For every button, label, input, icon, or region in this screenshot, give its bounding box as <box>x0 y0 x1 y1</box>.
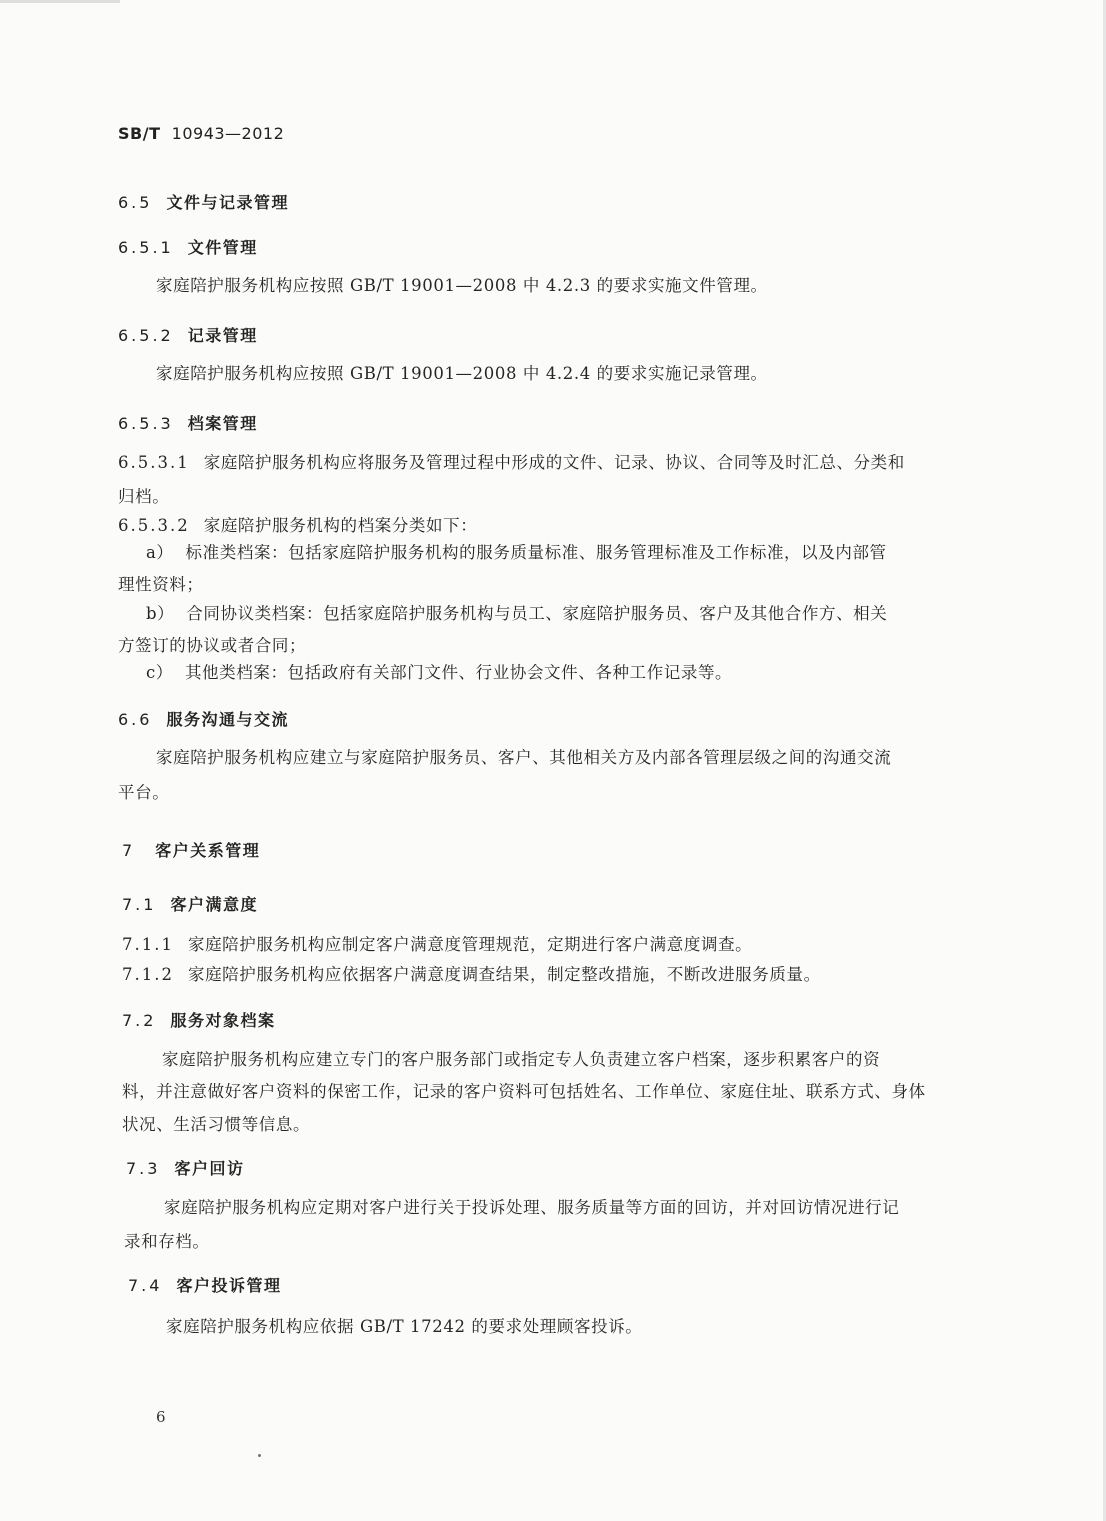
heading-6-5-1: 6.5.1 文件管理 <box>118 238 258 257</box>
heading-7-2: 7.2 服务对象档案 <box>122 1011 276 1030</box>
paragraph-7-2-line2: 料，并注意做好客户资料的保密工作，记录的客户资料可包括姓名、工作单位、家庭住址、联系方式、身体 <box>122 1082 926 1101</box>
list-item-c-line1: c） 其他类档案：包括政府有关部门文件、行业协会文件、各种工作记录等。 <box>146 663 733 682</box>
list-item-a-line1: a） 标准类档案：包括家庭陪护服务机构的服务质量标准、服务管理标准及工作标准，以及内部管 <box>146 543 887 562</box>
heading-6-6: 6.6 服务沟通与交流 <box>118 710 289 729</box>
scan-speck <box>258 1454 261 1457</box>
document-code <box>118 124 284 143</box>
list-item-b-line2: 方签订的协议或者合同； <box>118 636 307 655</box>
paragraph-6-5-1: 家庭陪护服务机构应按照 GB/T 19001—2008 中 4.2.3 的要求实施文件管理。 <box>156 276 768 295</box>
paragraph-6-6-line1: 家庭陪护服务机构应建立与家庭陪护服务员、客户、其他相关方及内部各管理层级之间的沟通交流 <box>156 748 892 767</box>
heading-6-5-3: 6.5.3 档案管理 <box>118 414 258 433</box>
scan-edge <box>0 0 120 3</box>
heading-6-5: 6.5 文件与记录管理 <box>118 193 289 212</box>
clause-6-5-3-1-line2: 归档。 <box>118 487 170 506</box>
paragraph-6-6-line2: 平台。 <box>118 783 170 802</box>
list-item-a-line2: 理性资料； <box>118 575 204 594</box>
doc-code-number: 10943—2012 <box>171 124 285 143</box>
list-item-b-line1: b） 合同协议类档案：包括家庭陪护服务机构与员工、家庭陪护服务员、客户及其他合作方、相关 <box>146 604 888 623</box>
heading-7-4: 7.4 客户投诉管理 <box>128 1276 282 1295</box>
clause-6-5-3-1-line1: 6.5.3.1 家庭陪护服务机构应将服务及管理过程中形成的文件、记录、协议、合同等及时汇总、分类和 <box>118 453 905 472</box>
clause-7-1-1: 7.1.1 家庭陪护服务机构应制定客户满意度管理规范，定期进行客户满意度调查。 <box>122 935 753 954</box>
heading-6-5-2: 6.5.2 记录管理 <box>118 326 258 345</box>
heading-7-3: 7.3 客户回访 <box>126 1159 245 1178</box>
heading-7: 7 客户关系管理 <box>122 841 261 860</box>
heading-7-1: 7.1 客户满意度 <box>122 895 258 914</box>
paragraph-7-3-line1: 家庭陪护服务机构应定期对客户进行关于投诉处理、服务质量等方面的回访，并对回访情况进行记 <box>164 1198 900 1217</box>
paragraph-7-2-line1: 家庭陪护服务机构应建立专门的客户服务部门或指定专人负责建立客户档案，逐步积累客户的资 <box>162 1050 881 1069</box>
paragraph-7-4: 家庭陪护服务机构应依据 GB/T 17242 的要求处理顾客投诉。 <box>166 1317 643 1336</box>
paragraph-7-3-line2: 录和存档。 <box>124 1232 210 1251</box>
clause-6-5-3-2-line1: 6.5.3.2 家庭陪护服务机构的档案分类如下： <box>118 516 478 535</box>
doc-code-prefix: SB/T <box>118 124 161 143</box>
paragraph-6-5-2: 家庭陪护服务机构应按照 GB/T 19001—2008 中 4.2.4 的要求实施记录管理。 <box>156 364 768 383</box>
paragraph-7-2-line3: 状况、生活习惯等信息。 <box>122 1115 311 1134</box>
clause-7-1-2: 7.1.2 家庭陪护服务机构应依据客户满意度调查结果，制定整改措施，不断改进服务质量。 <box>122 965 821 984</box>
page-number: 6 <box>156 1408 166 1426</box>
